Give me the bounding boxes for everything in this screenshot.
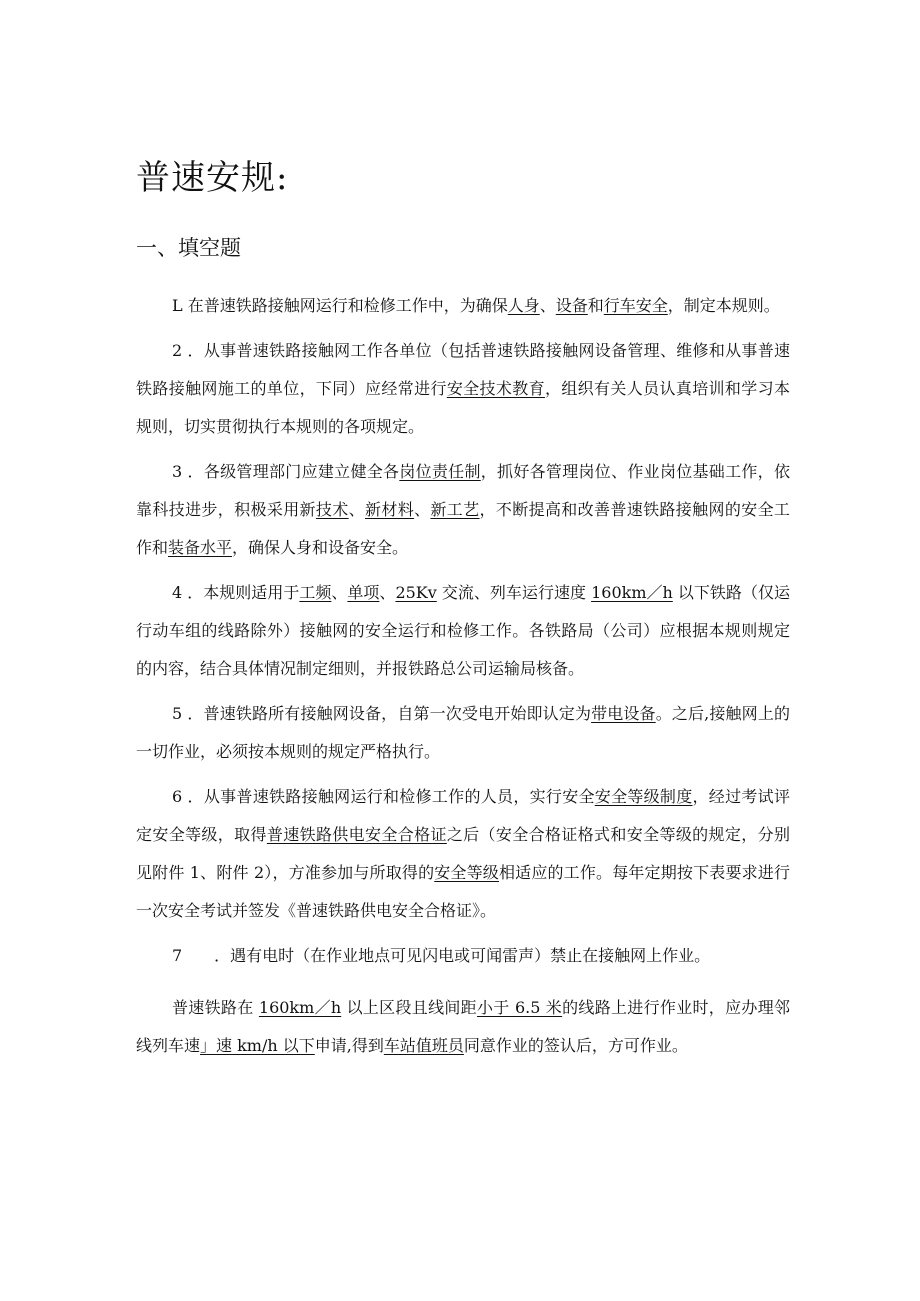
answer-blank: 装备水平: [168, 538, 233, 557]
answer-blank: 160km／h: [591, 583, 673, 602]
text-run: 申请,得到: [314, 1036, 384, 1055]
text-run: 6 ．从事普速铁路接触网运行和检修工作的人员，实行安全: [172, 787, 595, 806]
answer-blank: 」速 km/h 以下: [200, 1036, 315, 1055]
document-body: [136, 287, 790, 1072]
text-run: 。之后,接触网上的一切作业，必须按本规则的规定严格执行。: [136, 704, 790, 761]
paragraph-4: [136, 574, 790, 688]
text-run: ，确保人身和设备安全。: [232, 538, 409, 557]
text-run: L 在普速铁路接触网运行和检修工作中，为确保: [172, 296, 508, 315]
answer-blank: 25Kv: [395, 583, 437, 602]
paragraph-1: [136, 287, 790, 325]
text-run: 、: [414, 500, 431, 519]
text-run: 交流、列车运行速度: [436, 583, 592, 602]
paragraph-5: [136, 695, 790, 771]
answer-blank: 人身: [507, 296, 540, 315]
paragraph-6: [136, 778, 790, 930]
answer-blank: 设备: [555, 296, 588, 315]
answer-blank: 安全等级制度: [594, 787, 693, 806]
text-run: 7 ．遇有电时（在作业地点可见闪电或可闻雷声）禁止在接触网上作业。: [172, 946, 711, 965]
text-run: 以下铁路（仅运行动车组的线路除外）接触网的安全运行和检修工作。各铁路局（公司）应根据本规则规定的内容，结合具体情况制定细则，并报铁路总公司运输局核备。: [136, 583, 790, 678]
answer-blank: 安全技术教育: [446, 379, 545, 398]
text-run: ，制定本规则。: [667, 296, 780, 315]
text-run: 2 ．从事普速铁路接触网工作各单位（包括普速铁路接触网设备管理、维修和从事普速铁路接触网施工的单位，下同）应经常进行: [136, 341, 790, 398]
text-run: 5 ．普速铁路所有接触网设备，自第一次受电开始即认定为: [172, 704, 592, 723]
answer-blank: 新材料: [365, 500, 415, 519]
section-heading: 一、填空题: [136, 236, 241, 260]
answer-blank: 工频: [299, 583, 332, 602]
text-run: 、: [331, 583, 348, 602]
answer-blank: 技术: [315, 500, 349, 519]
text-run: 以上区段且线间距: [341, 998, 477, 1017]
text-run: ，组织有关人员认真培训和学习本规则，切实贯彻执行本规则的各项规定。: [136, 379, 790, 436]
answer-blank: 160km／h: [258, 998, 342, 1017]
text-run: 同意作业的签认后，方可作业。: [463, 1036, 688, 1055]
answer-blank: 岗位责任制: [399, 462, 481, 481]
answer-blank: 小于 6.5 米: [476, 998, 563, 1017]
text-run: 普速铁路在: [172, 998, 259, 1017]
answer-blank: 单项: [347, 583, 380, 602]
answer-blank: 安全等级: [434, 863, 499, 882]
text-run: 之后（安全合格证格式和安全等级的规定，分别见附件 1、附件 2），方准参加与所取得的: [136, 825, 790, 882]
paragraph-2: [136, 332, 790, 446]
text-run: ，抓好各管理岗位、作业岗位基础工作，依靠科技进步，积极采用新: [136, 462, 790, 519]
answer-blank: 车站值班员: [383, 1036, 464, 1055]
text-run: 4 ．本规则适用于: [172, 583, 300, 602]
text-run: 相适应的工作。每年定期按下表要求进行一次安全考试并签发《普速铁路供电安全合格证》。: [136, 863, 790, 920]
text-run: 和: [587, 296, 604, 315]
paragraph-3: [136, 453, 790, 567]
text-run: ，不断提高和改善普速铁路接触网的安全工作和: [136, 500, 790, 557]
text-run: ，经过考试评定安全等级，取得: [136, 787, 790, 844]
text-run: 、: [348, 500, 365, 519]
answer-blank: 普速铁路供电安全合格证: [266, 825, 447, 844]
text-run: 、: [379, 583, 396, 602]
text-run: 、: [539, 296, 556, 315]
answer-blank: 新工艺: [430, 500, 480, 519]
answer-blank: 带电设备: [591, 704, 656, 723]
paragraph-7: [136, 937, 790, 975]
page-title: 普速安规:: [136, 158, 289, 198]
text-run: 3 ．各级管理部门应建立健全各: [172, 462, 400, 481]
paragraph-8: [136, 989, 790, 1065]
text-run: 的线路上进行作业时，应办理邻线列车速: [136, 998, 790, 1055]
answer-blank: 行车安全: [603, 296, 668, 315]
